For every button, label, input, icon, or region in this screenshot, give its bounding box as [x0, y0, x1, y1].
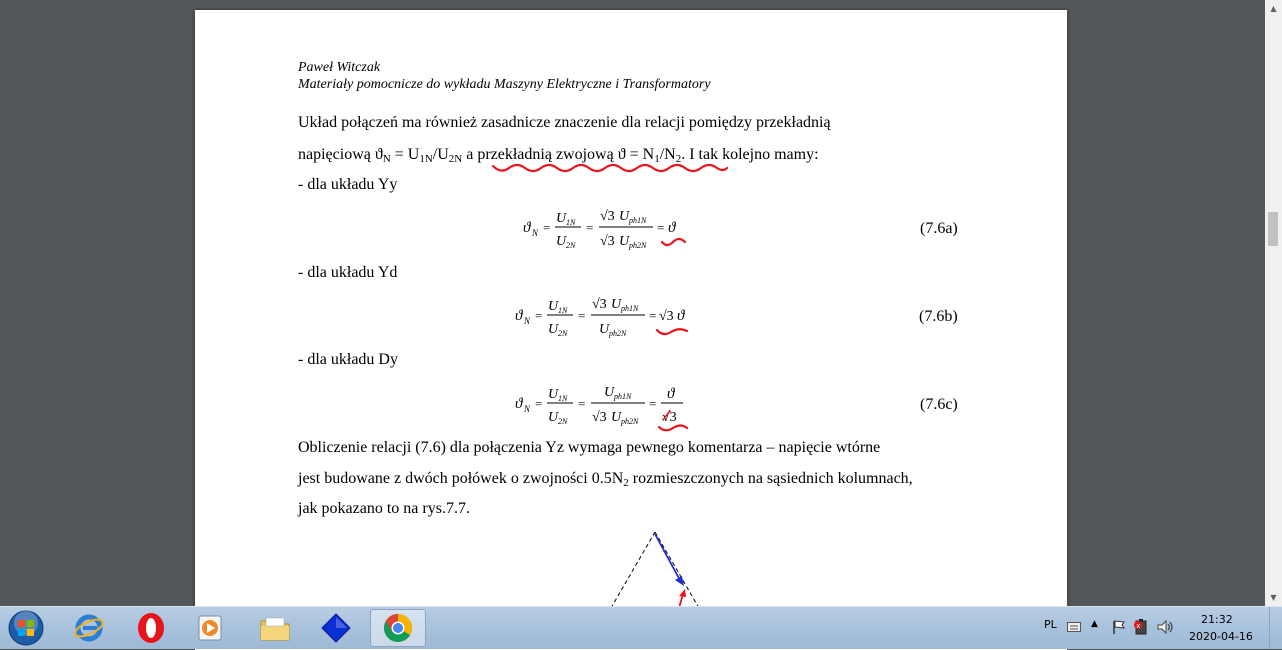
language-indicator[interactable]: PL — [1044, 618, 1057, 631]
equation-number-7-6c: (7.6c) — [920, 396, 958, 413]
svg-text:=: = — [543, 220, 551, 235]
svg-text:U: U — [548, 410, 559, 425]
svg-text:ϑ: ϑ — [677, 308, 685, 324]
svg-text:ϑ: ϑ — [667, 386, 675, 402]
svg-text:1N: 1N — [558, 306, 568, 315]
svg-text:N: N — [524, 316, 531, 326]
svg-text:N: N — [524, 404, 531, 414]
svg-text:ϑ: ϑ — [515, 308, 523, 324]
svg-text:√3: √3 — [600, 234, 615, 249]
svg-text:U: U — [604, 385, 615, 400]
clock-time[interactable]: 21:32 — [1201, 613, 1233, 626]
svg-text:ϑ: ϑ — [515, 396, 523, 412]
svg-text:ph2N: ph2N — [621, 417, 639, 426]
taskbar — [0, 606, 1282, 649]
scroll-thumb[interactable] — [1268, 212, 1278, 246]
svg-text:U: U — [548, 387, 559, 402]
windows-orb-icon — [7, 609, 45, 647]
svg-text:=: = — [586, 220, 594, 235]
svg-text:U: U — [556, 234, 567, 249]
taskbar-file-explorer[interactable] — [247, 609, 303, 647]
svg-text:=: = — [649, 396, 657, 411]
svg-text:ph1N: ph1N — [621, 304, 639, 313]
red-underline-annotation — [662, 239, 685, 245]
svg-text:2N: 2N — [558, 417, 568, 426]
svg-text:ϑ: ϑ — [523, 220, 531, 236]
paragraph-2-line-1: Obliczenie relacji (7.6) dla połączenia Yz wymaga pewnego komentarza – napięcie wtórne — [298, 439, 881, 456]
svg-text:ph1N: ph1N — [629, 216, 647, 225]
svg-text:ph2N: ph2N — [629, 241, 647, 250]
svg-text:U: U — [599, 322, 610, 337]
media-player-icon — [194, 612, 226, 644]
svg-text:=: = — [657, 220, 665, 235]
svg-text:=: = — [535, 308, 543, 323]
svg-text:U: U — [611, 410, 622, 425]
paragraph-1-line-2: napięciową $ϑ_N = U_{1N}/U_{2N}$ a przekładnią zwojową $ϑ = N_1/N_2$. I tak kolejno mamy: — [298, 146, 819, 165]
vertical-scrollbar[interactable] — [1265, 0, 1282, 606]
figure-7-7-fragment — [605, 528, 715, 608]
folder-icon — [258, 612, 292, 644]
svg-text:=: = — [578, 396, 586, 411]
svg-text:x: x — [1136, 622, 1141, 630]
case-yy-label: - dla układu Yy — [298, 176, 398, 193]
svg-text:N: N — [532, 228, 539, 238]
internet-explorer-icon — [73, 612, 105, 644]
red-underline-annotation — [657, 329, 687, 334]
equation-number-7-6b: (7.6b) — [919, 308, 958, 325]
case-dy-label: - dla układu Dy — [298, 351, 398, 368]
show-desktop-button[interactable] — [1269, 607, 1282, 649]
case-yd-label: - dla układu Yd — [298, 264, 398, 281]
header-course: Materiały pomocnicze do wykładu Maszyny Elektryczne i Transformatory — [298, 77, 711, 92]
svg-text:U: U — [548, 322, 559, 337]
svg-text:1N: 1N — [566, 218, 576, 227]
svg-text:U: U — [611, 297, 622, 312]
red-underline-annotation — [659, 426, 687, 431]
equation-number-7-6a: (7.6a) — [920, 220, 958, 237]
action-center-flag-icon[interactable] — [1111, 619, 1127, 635]
start-button[interactable] — [0, 609, 52, 647]
equation-7-6a — [515, 202, 695, 254]
paragraph-2-line-3: jak pokazano to na rys.7.7. — [298, 500, 470, 517]
svg-text:=: = — [578, 308, 586, 323]
svg-text:ϑ: ϑ — [668, 220, 676, 236]
scroll-up-icon[interactable]: ▲ — [1270, 4, 1277, 13]
battery-warning-icon[interactable] — [1133, 618, 1149, 636]
show-hidden-icons-icon[interactable]: ▲ — [1091, 619, 1098, 629]
scroll-down-icon[interactable]: ▼ — [1270, 593, 1277, 602]
svg-text:√3: √3 — [662, 410, 677, 425]
svg-text:U: U — [619, 234, 630, 249]
equation-7-6b — [507, 290, 707, 342]
taskbar-opera[interactable] — [123, 609, 179, 647]
svg-text:√3: √3 — [600, 209, 615, 224]
svg-text:=: = — [649, 308, 657, 323]
svg-text:1N: 1N — [558, 394, 568, 403]
svg-text:2N: 2N — [558, 329, 568, 338]
svg-text:√3: √3 — [659, 309, 674, 324]
chrome-icon — [382, 612, 414, 644]
document-page — [195, 10, 1067, 650]
taskbar-chrome[interactable] — [370, 609, 426, 647]
svg-text:ph1N: ph1N — [614, 392, 632, 401]
paragraph-2-line-2: jest budowane z dwóch połówek o zwojności $0.5N_2$ rozmieszczonych na sąsiednich kolumnach, — [298, 470, 913, 489]
paragraph-1-line-1: Układ połączeń ma również zasadnicze znaczenie dla relacji pomiędzy przekładnią — [298, 114, 831, 131]
svg-text:U: U — [556, 211, 567, 226]
svg-text:U: U — [548, 299, 559, 314]
svg-text:2N: 2N — [566, 241, 576, 250]
svg-text:=: = — [535, 396, 543, 411]
clock-date[interactable]: 2020-04-16 — [1189, 630, 1253, 643]
svg-text:√3: √3 — [592, 410, 607, 425]
svg-text:√3: √3 — [592, 297, 607, 312]
taskbar-internet-explorer[interactable] — [61, 609, 117, 647]
taskbar-blue-diamond-app[interactable] — [308, 609, 364, 647]
blue-diamond-icon — [320, 612, 352, 644]
system-tray — [1037, 607, 1282, 649]
header-author: Paweł Witczak — [298, 60, 381, 75]
keyboard-icon[interactable] — [1067, 622, 1081, 632]
taskbar-media-player[interactable] — [182, 609, 238, 647]
volume-icon[interactable] — [1156, 619, 1174, 635]
red-wavy-underline-annotation — [491, 160, 737, 180]
equation-7-6c — [507, 378, 707, 434]
opera-icon — [135, 612, 167, 644]
svg-text:ph2N: ph2N — [609, 329, 627, 338]
svg-text:U: U — [619, 209, 630, 224]
